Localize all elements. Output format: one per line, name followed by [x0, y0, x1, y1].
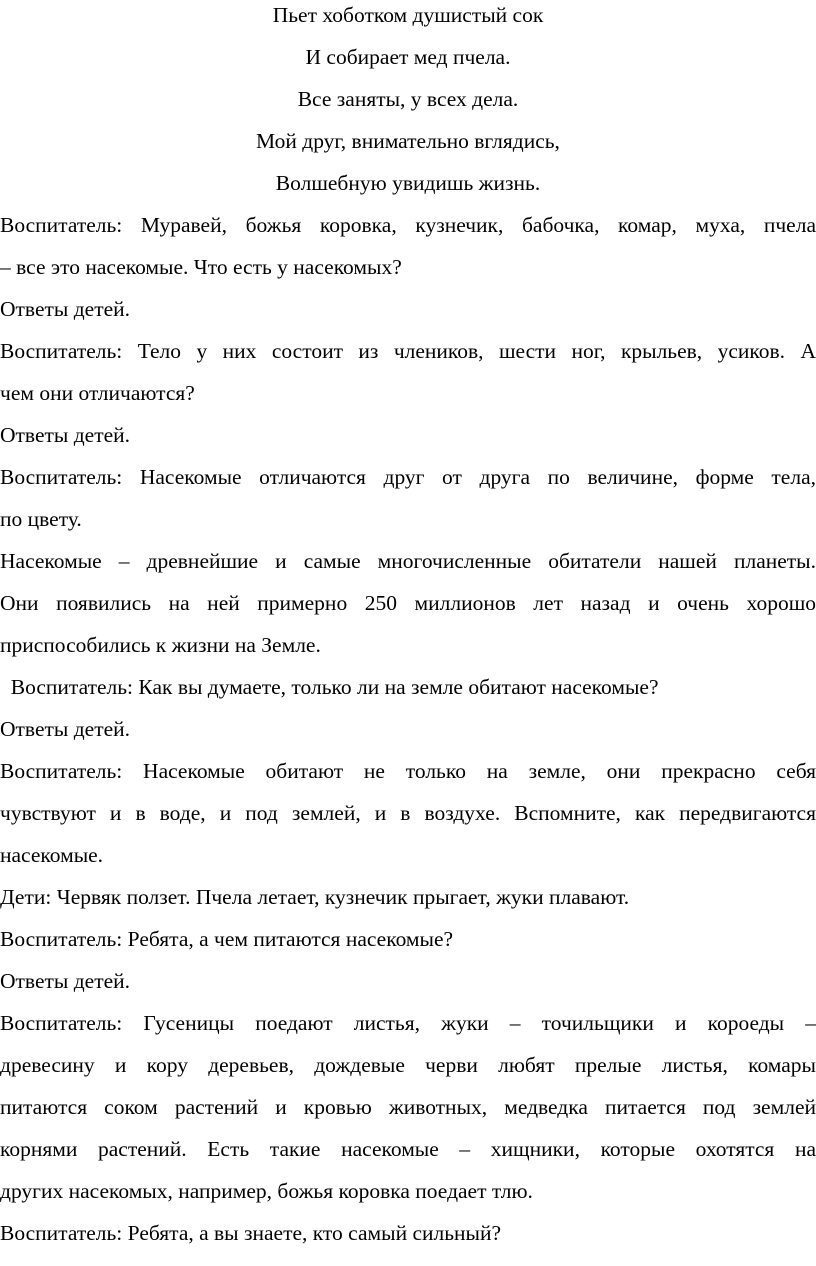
poem-line: Пьет хоботком душистый сок [272, 3, 544, 27]
text-line: Воспитатель: Ребята, а вы знаете, кто самый сильный? [0, 1221, 502, 1245]
text-line: других насекомых, например, божья коровка поедает тлю. [0, 1179, 533, 1203]
poem-line: Волшебную увидишь жизнь. [275, 171, 541, 195]
text-line: Ответы детей. [0, 423, 131, 447]
text-line: Ответы детей. [0, 297, 131, 321]
text-line: чувствуют и в воде, и под землей, и в воздухе. Вспомните, как передвигаются [0, 801, 816, 825]
text-line: древесину и кору деревьев, дождевые черви любят прелые листья, комары [0, 1053, 816, 1077]
text-line: Насекомые – древнейшие и самые многочисленные обитатели нашей планеты. [0, 549, 816, 573]
text-line: Они появились на ней примерно 250 миллионов лет назад и очень хорошо [0, 591, 816, 615]
text-line: Воспитатель: Насекомые обитают не только на земле, они прекрасно себя [0, 759, 816, 783]
poem-line: И собирает мед пчела. [305, 45, 511, 69]
text-line: Дети: Червяк ползет. Пчела летает, кузнечик прыгает, жуки плавают. [0, 885, 630, 909]
text-line: Воспитатель: Как вы думаете, только ли на земле обитают насекомые? [0, 675, 659, 699]
poem-line: Все заняты, у всех дела. [297, 87, 519, 111]
text-line: Воспитатель: Гусеницы поедают листья, жуки – точильщики и короеды – [0, 1011, 816, 1035]
poem-line: Мой друг, внимательно вглядись, [256, 129, 560, 153]
text-line: чем они отличаются? [0, 381, 195, 405]
text-line: Воспитатель: Муравей, божья коровка, кузнечик, бабочка, комар, муха, пчела [0, 213, 816, 237]
text-line: Ответы детей. [0, 717, 131, 741]
text-line: корнями растений. Есть такие насекомые – хищники, которые охотятся на [0, 1137, 816, 1161]
text-line: Ответы детей. [0, 969, 131, 993]
text-line: – все это насекомые. Что есть у насекомых? [0, 255, 402, 279]
text-line: по цвету. [0, 507, 82, 531]
text-line: насекомые. [0, 843, 104, 867]
text-line: Воспитатель: Ребята, а чем питаются насекомые? [0, 927, 454, 951]
text-line: питаются соком растений и кровью животных, медведка питается под землей [0, 1095, 816, 1119]
text-line: Воспитатель: Насекомые отличаются друг от друга по величине, форме тела, [0, 465, 816, 489]
text-line: Воспитатель: Тело у них состоит из члеников, шести ног, крыльев, усиков. А [0, 339, 816, 363]
text-line: приспособились к жизни на Земле. [0, 633, 321, 657]
